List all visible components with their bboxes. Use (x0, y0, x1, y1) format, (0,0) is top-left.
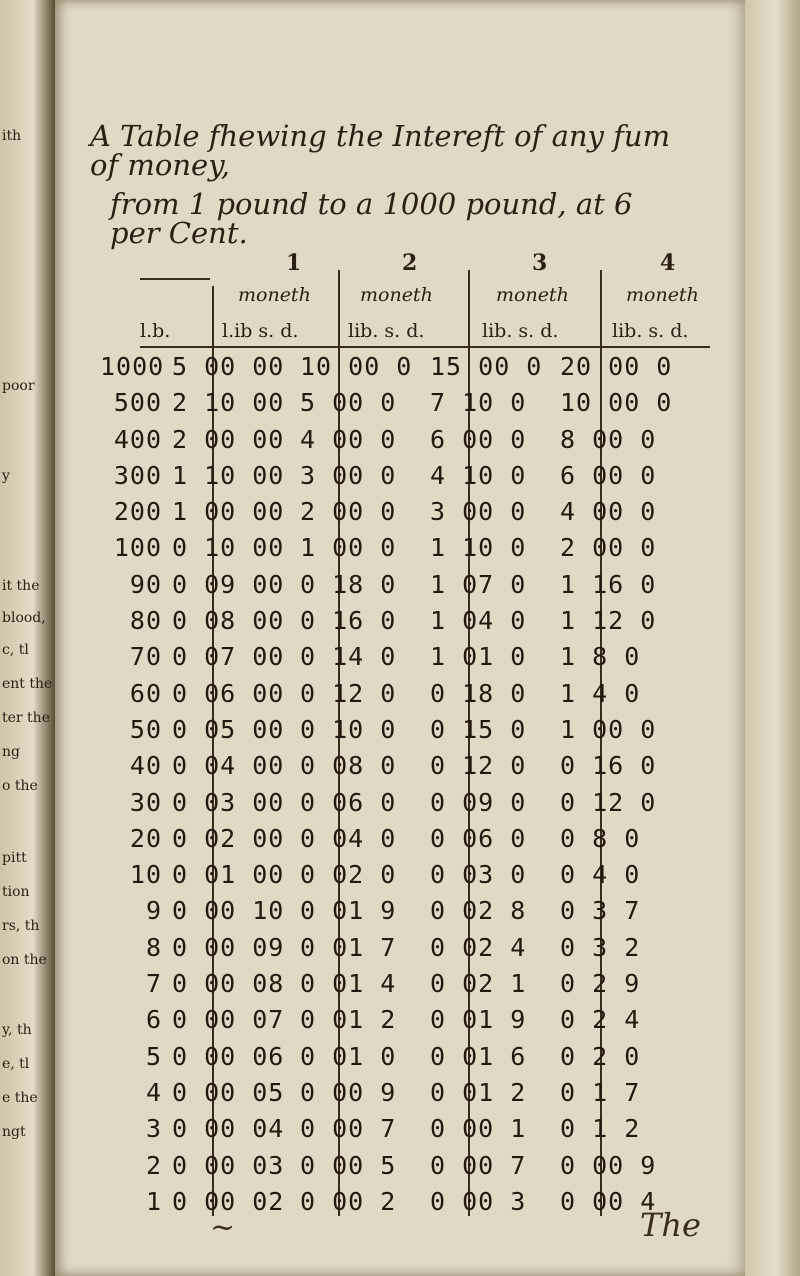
interest-cell-month-4: 0 2 0 (560, 1041, 641, 1071)
interest-cell-month-2: 0 12 0 (300, 678, 397, 708)
interest-cell-month-3: 0 03 0 (430, 860, 527, 890)
principal-cell: 300 (113, 460, 162, 490)
interest-cell-month-1: 0 00 05 (172, 1077, 285, 1107)
title-line-2: from 1 pound to a 1000 pound, at 6 per Cent. (110, 187, 633, 250)
interest-cell-month-1: 0 08 00 (172, 606, 285, 636)
interest-cell-month-2: 0 10 0 (300, 714, 397, 744)
interest-cell-month-2: 0 00 9 (300, 1077, 397, 1107)
interest-cell-month-1: 0 00 02 (172, 1186, 285, 1216)
interest-cell-month-3: 0 06 0 (430, 823, 527, 853)
interest-cell-month-1: 0 00 07 (172, 1005, 285, 1035)
interest-cell-month-1: 0 09 00 (172, 569, 285, 599)
principal-cell: 7 (145, 969, 162, 999)
interest-cell-month-4: 0 2 4 (560, 1005, 641, 1035)
header-rule (140, 346, 710, 348)
interest-cell-month-3: 0 02 8 (430, 896, 527, 926)
interest-cell-month-3: 0 02 1 (430, 969, 527, 999)
interest-cell-month-2: 0 00 7 (300, 1114, 397, 1144)
facing-text-fragment: ter the (2, 710, 50, 726)
interest-cell-month-1: 0 07 00 (172, 642, 285, 672)
interest-cell-month-4: 1 8 0 (560, 642, 641, 672)
facing-text-fragment: e, tl (2, 1056, 30, 1072)
interest-cell-month-4: 0 00 4 (560, 1186, 657, 1216)
interest-cell-month-3: 6 00 0 (430, 424, 527, 454)
interest-cell-month-3: 0 15 0 (430, 714, 527, 744)
interest-cell-month-1: 0 00 04 (172, 1114, 285, 1144)
interest-cell-month-3: 4 10 0 (430, 460, 527, 490)
principal-cell: 8 (145, 932, 162, 962)
interest-cell-month-1: 0 00 06 (172, 1041, 285, 1071)
principal-cell: 80 (129, 606, 162, 636)
interest-cell-month-2: 10 00 0 (300, 352, 413, 381)
principal-cell: 50 (129, 714, 162, 744)
interest-cell-month-1: 0 01 00 (172, 860, 285, 890)
interest-cell-month-1: 0 00 08 (172, 969, 285, 999)
interest-cell-month-2: 0 00 5 (300, 1150, 397, 1180)
interest-cell-month-3: 1 01 0 (430, 642, 527, 672)
principal-cell: 1000 (100, 352, 165, 381)
interest-cell-month-1: 0 05 00 (172, 714, 285, 744)
interest-cell-month-1: 0 00 10 (172, 896, 285, 926)
interest-cell-month-4: 1 00 0 (560, 714, 657, 744)
interest-cell-month-4: 0 8 0 (560, 823, 641, 853)
unit-label-4: lib. s. d. (612, 320, 689, 342)
facing-text-fragment: on the (2, 952, 47, 968)
table-title (90, 119, 690, 250)
interest-cell-month-1: 2 10 00 (172, 388, 285, 418)
facing-text-fragment: ent the (2, 676, 53, 692)
interest-cell-month-2: 0 08 0 (300, 751, 397, 781)
interest-cell-month-3: 3 00 0 (430, 497, 527, 527)
interest-cell-month-3: 0 09 0 (430, 787, 527, 817)
interest-cell-month-2: 3 00 0 (300, 460, 397, 490)
principal-cell: 1 (145, 1186, 162, 1216)
column-number-4: 4 (660, 250, 676, 276)
interest-cell-month-4: 6 00 0 (560, 460, 657, 490)
interest-cell-month-3: 0 00 7 (430, 1150, 527, 1180)
column-number-3: 3 (532, 250, 548, 276)
interest-cell-month-3: 0 00 1 (430, 1114, 527, 1144)
column-period-2: moneth (360, 284, 433, 306)
interest-cell-month-1: 0 00 09 (172, 932, 285, 962)
interest-cell-month-4: 10 00 0 (560, 388, 673, 418)
interest-cell-month-1: 0 10 00 (172, 533, 285, 563)
unit-label-2: lib. s. d. (348, 320, 425, 342)
interest-cell-month-4: 0 00 9 (560, 1150, 657, 1180)
interest-cell-month-4: 1 4 0 (560, 678, 641, 708)
principal-cell: 200 (113, 497, 162, 527)
interest-cell-month-4: 20 00 0 (560, 352, 673, 381)
interest-cell-month-2: 4 00 0 (300, 424, 397, 454)
unit-label-principal: l.b. (140, 320, 171, 342)
interest-cell-month-2: 0 00 2 (300, 1186, 397, 1216)
facing-text-fragment: o the (2, 778, 38, 794)
unit-label-3: lib. s. d. (482, 320, 559, 342)
interest-cell-month-3: 0 02 4 (430, 932, 527, 962)
decorative-flourish: ~ (210, 1210, 236, 1245)
interest-cell-month-4: 0 1 7 (560, 1077, 641, 1107)
facing-page-edge (0, 0, 55, 1276)
principal-cell: 5 (145, 1041, 162, 1071)
interest-cell-month-3: 0 01 6 (430, 1041, 527, 1071)
interest-cell-month-2: 0 16 0 (300, 606, 397, 636)
interest-cell-month-2: 0 02 0 (300, 860, 397, 890)
interest-cell-month-3: 1 10 0 (430, 533, 527, 563)
interest-cell-month-1: 2 00 00 (172, 424, 285, 454)
column-number-1: 1 (286, 250, 302, 276)
facing-text-fragment: rs, th (2, 918, 40, 934)
principal-cell: 6 (145, 1005, 162, 1035)
column-number-2: 2 (402, 250, 418, 276)
facing-text-fragment: e the (2, 1090, 38, 1106)
interest-cell-month-4: 8 00 0 (560, 424, 657, 454)
facing-text-fragment: y, th (2, 1022, 32, 1038)
interest-cell-month-4: 1 12 0 (560, 606, 657, 636)
interest-cell-month-2: 0 01 9 (300, 896, 397, 926)
interest-cell-month-3: 7 10 0 (430, 388, 527, 418)
title-line-1: A Table fhewing the Intereft of any fum of money, (90, 119, 671, 182)
principal-cell: 2 (145, 1150, 162, 1180)
facing-text-fragment: ngt (2, 1124, 26, 1140)
column-period-4: moneth (626, 284, 699, 306)
facing-text-fragment: poor (2, 378, 35, 394)
header-rule (140, 278, 210, 280)
principal-cell: 500 (113, 388, 162, 418)
interest-cell-month-3: 0 18 0 (430, 678, 527, 708)
principal-cell: 400 (113, 424, 162, 454)
facing-text-fragment: c, tl (2, 642, 29, 658)
principal-cell: 100 (113, 533, 162, 563)
interest-cell-month-3: 1 07 0 (430, 569, 527, 599)
interest-cell-month-2: 0 14 0 (300, 642, 397, 672)
interest-cell-month-2: 2 00 0 (300, 497, 397, 527)
facing-text-fragment: it the (2, 578, 40, 594)
facing-text-fragment: blood, (2, 610, 46, 626)
interest-cell-month-1: 1 10 00 (172, 460, 285, 490)
interest-cell-month-4: 2 00 0 (560, 533, 657, 563)
principal-cell: 90 (129, 569, 162, 599)
principal-cell: 10 (129, 860, 162, 890)
interest-cell-month-3: 1 04 0 (430, 606, 527, 636)
interest-cell-month-2: 0 04 0 (300, 823, 397, 853)
interest-cell-month-3: 0 12 0 (430, 751, 527, 781)
interest-cell-month-1: 0 02 00 (172, 823, 285, 853)
principal-cell: 20 (129, 823, 162, 853)
interest-cell-month-4: 0 3 2 (560, 932, 641, 962)
principal-cell: 30 (129, 787, 162, 817)
interest-cell-month-4: 1 16 0 (560, 569, 657, 599)
interest-cell-month-4: 0 16 0 (560, 751, 657, 781)
column-period-3: moneth (496, 284, 569, 306)
interest-cell-month-1: 5 00 00 (172, 352, 285, 381)
principal-cell: 40 (129, 751, 162, 781)
interest-cell-month-2: 5 00 0 (300, 388, 397, 418)
interest-cell-month-3: 0 01 9 (430, 1005, 527, 1035)
interest-cell-month-3: 0 01 2 (430, 1077, 527, 1107)
principal-cell: 70 (129, 642, 162, 672)
unit-label-1: l.ib s. d. (222, 320, 299, 342)
catchword: The (640, 1206, 701, 1244)
interest-cell-month-1: 0 03 00 (172, 787, 285, 817)
interest-cell-month-4: 0 4 0 (560, 860, 641, 890)
facing-text-fragment: pitt (2, 850, 27, 866)
interest-cell-month-3: 0 00 3 (430, 1186, 527, 1216)
principal-cell: 3 (145, 1114, 162, 1144)
interest-cell-month-2: 0 01 0 (300, 1041, 397, 1071)
interest-cell-month-2: 0 01 2 (300, 1005, 397, 1035)
page-right-margin (745, 0, 800, 1276)
interest-cell-month-1: 0 04 00 (172, 751, 285, 781)
principal-cell: 9 (145, 896, 162, 926)
interest-cell-month-3: 15 00 0 (430, 352, 543, 381)
interest-cell-month-1: 0 06 00 (172, 678, 285, 708)
interest-cell-month-4: 0 1 2 (560, 1114, 641, 1144)
interest-cell-month-1: 1 00 00 (172, 497, 285, 527)
interest-cell-month-4: 0 2 9 (560, 969, 641, 999)
column-period-1: moneth (238, 284, 311, 306)
facing-text-fragment: y (2, 468, 10, 484)
facing-text-fragment: ith (2, 128, 22, 144)
interest-cell-month-2: 0 06 0 (300, 787, 397, 817)
interest-cell-month-2: 0 01 7 (300, 932, 397, 962)
interest-cell-month-2: 0 18 0 (300, 569, 397, 599)
interest-cell-month-1: 0 00 03 (172, 1150, 285, 1180)
principal-cell: 4 (145, 1077, 162, 1107)
interest-cell-month-4: 0 12 0 (560, 787, 657, 817)
interest-cell-month-2: 1 00 0 (300, 533, 397, 563)
facing-text-fragment: tion (2, 884, 30, 900)
interest-cell-month-4: 0 3 7 (560, 896, 641, 926)
interest-cell-month-2: 0 01 4 (300, 969, 397, 999)
facing-text-fragment: ng (2, 744, 20, 760)
principal-cell: 60 (129, 678, 162, 708)
interest-cell-month-4: 4 00 0 (560, 497, 657, 527)
